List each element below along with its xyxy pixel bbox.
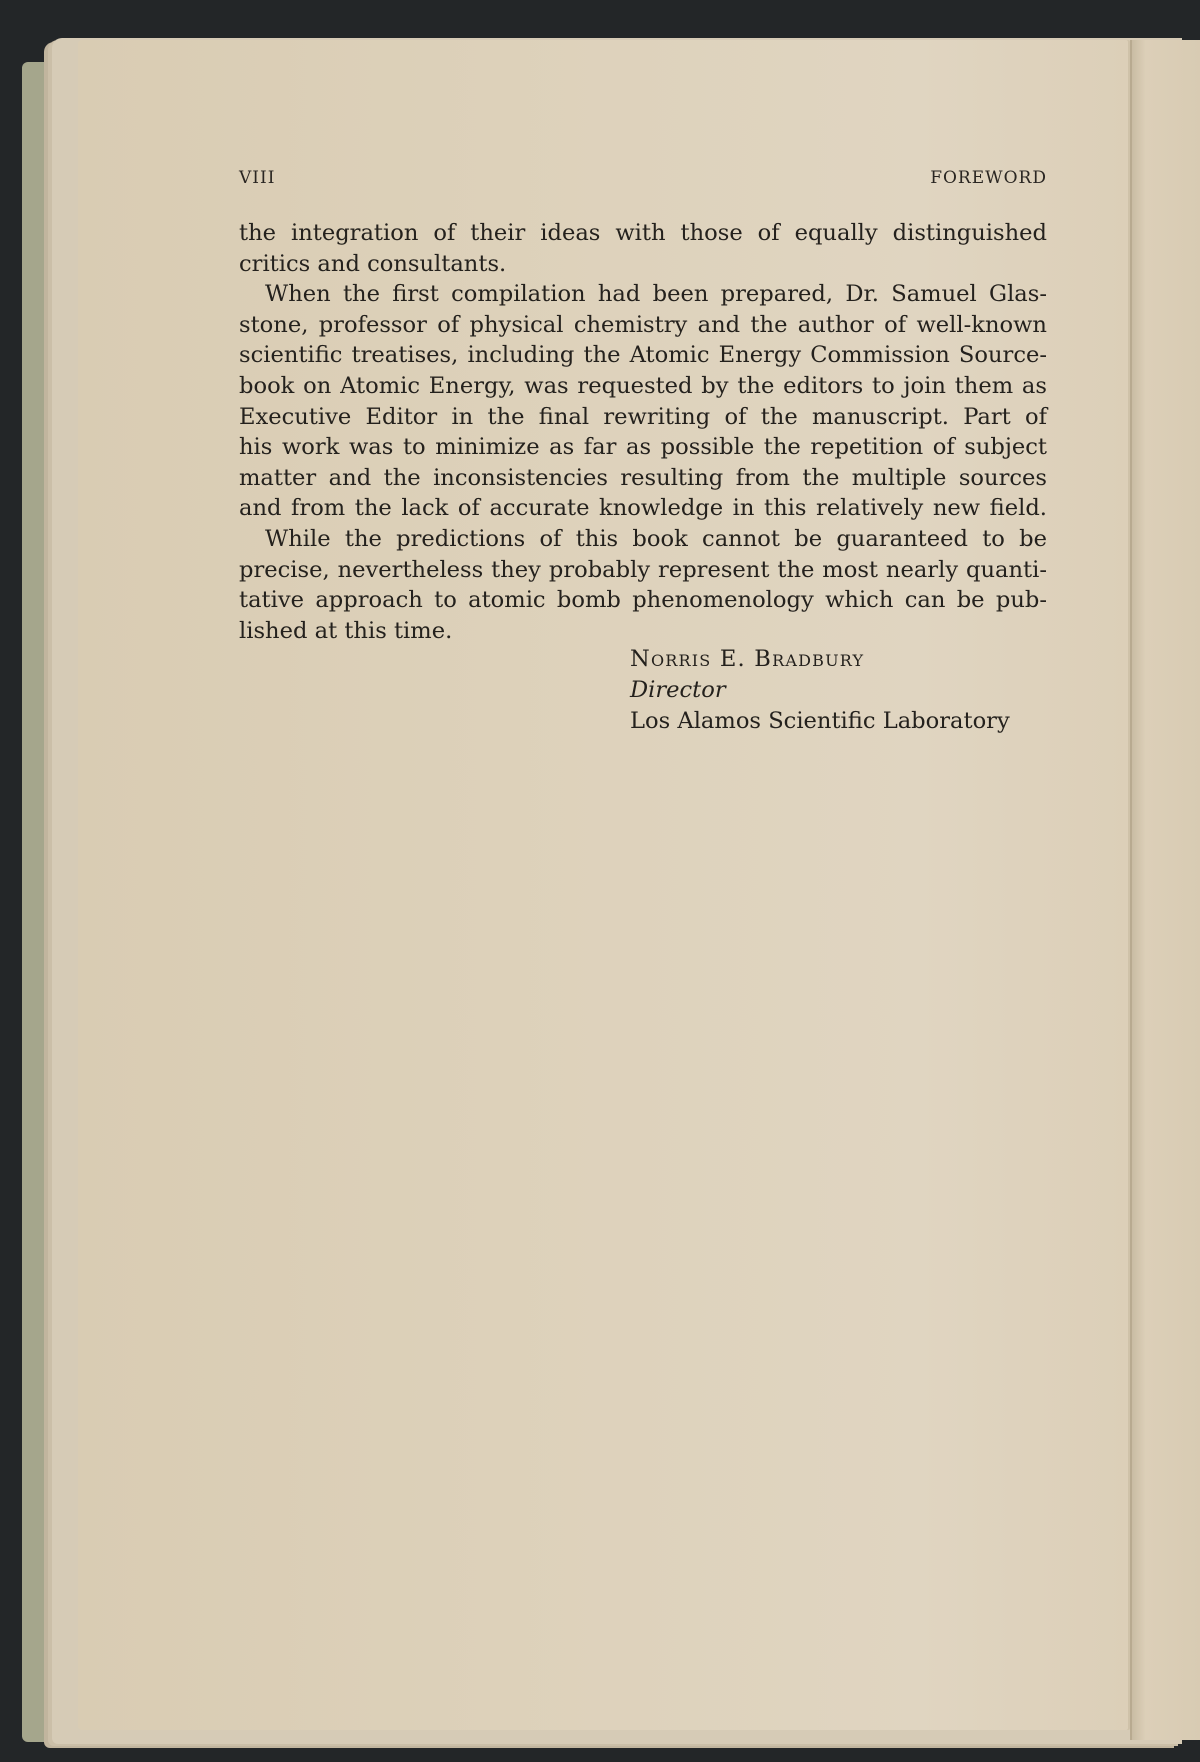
page-number: VIII (239, 168, 276, 188)
signatory-organization: Los Alamos Scientific Laboratory (630, 708, 1010, 734)
text-line: Executive Editor in the final rewriting of the manuscript. Part of (239, 403, 1047, 430)
text-line: and from the lack of accurate knowledge in this relatively new field. (239, 495, 1047, 522)
facing-page (1132, 40, 1200, 1740)
text-line: stone, professor of physical chemistry and the author of well-known (239, 311, 1047, 338)
paragraph (239, 524, 1047, 646)
text-line: scientific treatises, including the Atomic Energy Commission Source- (239, 342, 1047, 369)
text-line: While the predictions of this book cannot be guaranteed to be (265, 525, 1047, 552)
running-head (239, 168, 1047, 192)
text-line: critics and consultants. (239, 250, 507, 277)
signatory-title: Director (630, 677, 726, 703)
text-line: matter and the inconsistencies resulting from the multiple sources (239, 464, 1047, 491)
text-line: lished at this time. (239, 617, 453, 644)
text-line: tative approach to atomic bomb phenomenology which can be pub- (239, 587, 1047, 614)
text-line: When the first compilation had been prepared, Dr. Samuel Glas- (265, 281, 1047, 308)
paragraph (239, 279, 1047, 524)
signatory-name: Norris E. Bradbury (630, 646, 865, 672)
text-line: book on Atomic Energy, was requested by the editors to join them as (239, 372, 1047, 399)
text-line: the integration of their ideas with those of equally distinguished (239, 220, 1047, 246)
paragraph (239, 218, 1047, 279)
text-line: precise, nevertheless they probably represent the most nearly quanti- (239, 556, 1047, 583)
section-title: FOREWORD (930, 168, 1047, 188)
page-gutter (1130, 40, 1132, 1740)
body-text (239, 218, 1047, 646)
signature-block (630, 644, 1050, 737)
text-line: his work was to minimize as far as possible the repetition of subject (239, 434, 1047, 461)
